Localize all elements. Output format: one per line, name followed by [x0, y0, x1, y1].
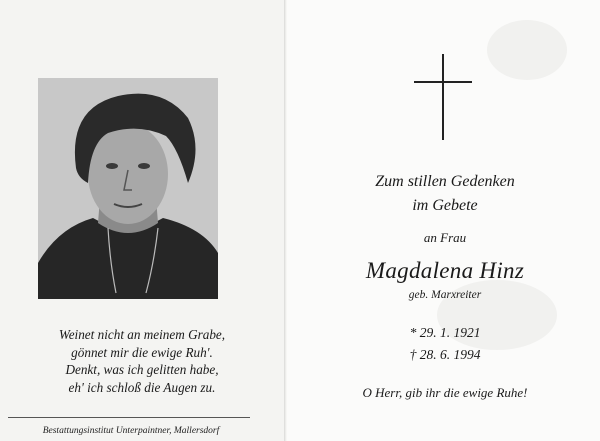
maiden-name: geb. Marxreiter — [408, 289, 482, 301]
poem-line: Weinet nicht an meinem Grabe, — [58, 327, 226, 342]
death-date: † 28. 6. 1994 — [409, 347, 481, 362]
closing-prayer: O Herr, gib ihr die ewige Ruhe! — [362, 385, 528, 400]
funeral-home-footer: Bestattungsinstitut Unterpaintner, Mallersdorf — [42, 426, 220, 436]
salutation: an Frau — [423, 230, 467, 245]
poem-line: Denkt, was ich gelitten habe, — [65, 362, 219, 377]
heading-line-2: im Gebete — [412, 197, 478, 214]
cross-icon — [414, 54, 474, 140]
poem-line: gönnet mir die ewige Ruh'. — [71, 344, 213, 360]
heading-line-1: Zum stillen Gedenken — [375, 173, 515, 190]
paper-smudge — [487, 20, 567, 80]
divider — [8, 417, 250, 418]
left-panel — [0, 0, 284, 441]
poem — [22, 326, 262, 396]
poem-line: eh' ich schloß die Augen zu. — [68, 379, 216, 395]
portrait-photo — [38, 78, 218, 299]
birth-date: * 29. 1. 1921 — [409, 325, 481, 340]
deceased-name: Magdalena Hinz — [365, 258, 525, 283]
